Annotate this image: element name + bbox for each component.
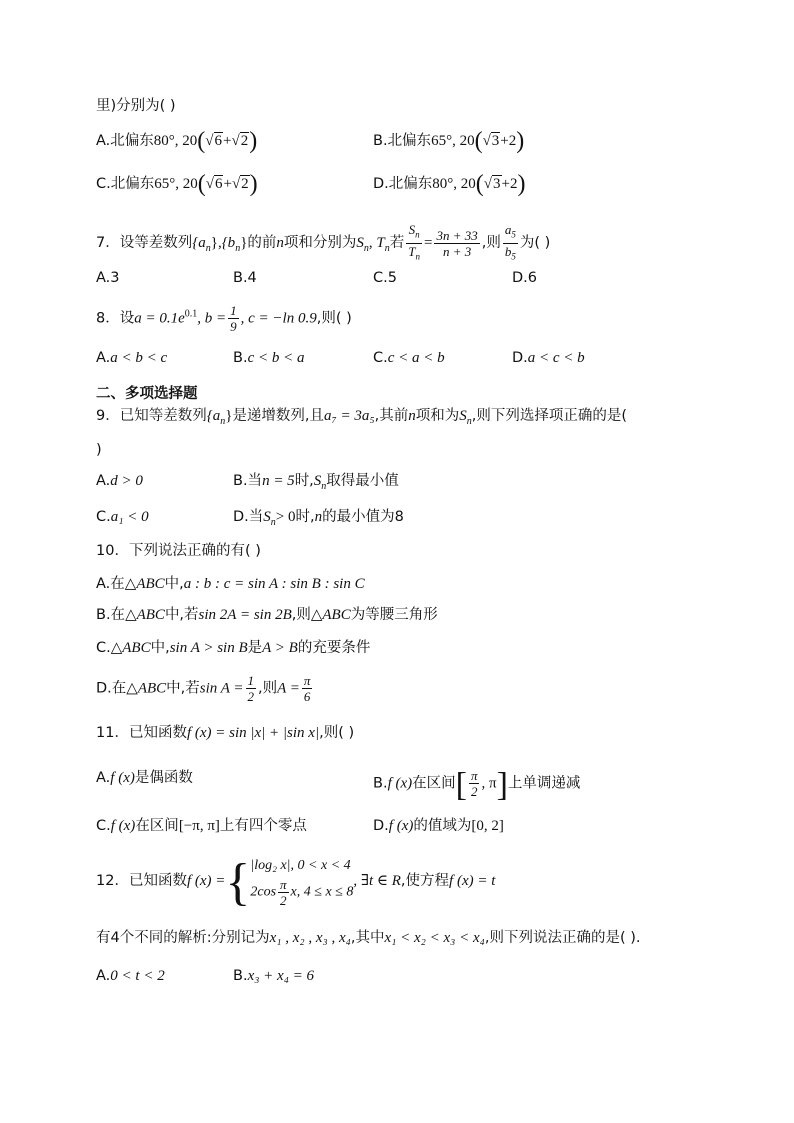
q8-option-a[interactable] [96,348,167,368]
q12-piecewise [250,855,353,908]
q10-option-d[interactable] [96,673,314,704]
q10-c-tri: △ABC [110,640,151,656]
q12-exists: , ∃t ∈ R [353,873,401,889]
q7-frac-ab: $\frac{a_5}{b_5}$ [504,222,516,262]
q9-b-t2: 取得最小值 [326,473,399,489]
q10-d-tri: △ABC [126,680,167,697]
q11-b-frac: $\frac{\pi}{2}$ [470,768,478,799]
section-heading-multiple-choice: 二、多项选择题 [96,386,198,402]
q9-text-1: 9．已知等差数列 [96,408,207,424]
q10-c-post: 的充要条件 [297,640,371,656]
q11-d-f: f (x) [388,818,414,834]
q9-text-5: ,则下列选择项正确的是( [471,408,627,424]
q9-text-4: 项和为 [415,408,460,424]
q9-n: n [408,408,416,424]
q6-option-c[interactable]: C.北偏东65°, 20(√6+√2) [96,171,258,197]
q6-a-text: 北偏东 [110,133,154,149]
q11-d-text1: 的值域为 [413,818,472,834]
q6-option-a[interactable]: A.北偏东80°, 20(√6+√2) [96,128,258,154]
q10-d-expr2: A = [277,680,300,697]
q7-stem: 7．设等差数列$\{a_n\},\{b_n\}$的前n项和分别为$S_n$, $T_n$若 $\frac{S_n}{T_n}$ = $\frac{3n + 33}{n + 3}$ ,则 $\frac{a_5}{b_5}$ 为( ) [96,222,550,264]
q6-option-b[interactable]: B.北偏东65°, 20(√3+2) [373,128,525,154]
q9-c-expr: a₁ < 0 [110,509,149,525]
q9-b-expr: n = 5 [262,473,295,489]
q10-b-mid2: ,则 [291,607,311,623]
q12-b-expr: x₃ + x₄ = 6 [247,968,315,984]
q8-d-label: D. [512,350,528,366]
q11-b-label: B. [373,775,388,792]
q9-stem: 9．已知等差数列$\{a_n\}$是递增数列,且a₇ = 3a₅,其前n项和为$S_n$,则下列选择项正确的是( [96,408,627,427]
q12-line2-a: 有4个不同的解析:分别记为 [96,930,270,946]
q12-piece-2b: x, 4 ≤ x ≤ 8 [290,884,354,900]
q11-c-int: [−π, π] [178,818,220,834]
q8-stem [96,303,352,334]
q6-b-deg: 65° [431,133,453,149]
q9-stem-line2: ) [96,442,102,458]
q9-option-a[interactable] [96,471,143,491]
q6-c-text: 北偏东 [110,176,155,192]
q9-cond: a₇ = 3a₅ [324,408,375,424]
q11-option-d[interactable] [373,816,504,836]
q6-b-label: B. [373,133,388,149]
q7-text-3: 项和分别为 [283,235,357,252]
q6-d-deg: 80° [432,176,454,192]
q7-option-b[interactable]: B.4 [233,270,257,286]
q10-a-pre: A.在 [96,576,125,592]
q8-c-label: C. [373,350,388,366]
q9-Sn: S [459,408,467,424]
q6-b-tail: +2 [500,133,517,149]
q8-expr-c: , c = −ln 0.9 [240,310,317,327]
q10-c-mid: 中, [150,640,170,656]
q9-b-Sn: S [313,473,322,489]
q11-option-a[interactable] [96,768,193,788]
q8-number: 8． [96,310,120,327]
q10-b-mid: 中,若 [164,607,199,623]
q11-text-2: ,则( ) [319,725,355,741]
q6-a-plus: + [223,133,232,149]
q9-a-expr: d > 0 [110,473,143,489]
q10-d-pre: D.在 [96,680,127,697]
q8-c-expr: c < a < b [387,350,445,366]
q6-b-text: 北偏东 [387,133,432,149]
q12-eq: f (x) = t [449,873,496,889]
q11-b-text2: 上单调递减 [507,775,581,792]
q8-option-b[interactable] [233,348,304,368]
q10-c-expr2: A > B [262,640,298,656]
q11-c-label: C. [96,818,111,834]
q6-c-s1: 6 [214,176,223,192]
q10-c-pre: C. [96,640,111,656]
q10-d-frac2: $\frac{\pi}{6}$ [303,673,311,704]
q10-a-tri: △ABC [124,576,165,592]
q9-text-3: ,其前 [374,408,409,424]
q9-d-n: n [314,509,323,525]
q8-option-c[interactable] [373,348,445,368]
q9-d-t3: 的最小值为8 [322,509,404,525]
q12-func: f (x) = [186,873,226,889]
q11-c-f: f (x) [110,818,136,834]
q6-a-coef: 20 [182,133,198,149]
q11-b-text1: 在区间 [412,775,456,792]
q8-option-d[interactable] [512,348,585,368]
q6-d-s1: 3 [493,176,501,192]
q12-piece-frac: $\frac{\pi}{2}$ [280,876,287,908]
q9-seq: {a [206,408,221,424]
q8-a-expr: a < b < c [110,350,168,366]
q6-c-coef: 20 [182,176,198,192]
q8-b-expr: c < b < a [247,350,305,366]
q9-c-label: C. [96,509,111,525]
q9-b-label: B.当 [233,473,263,489]
q12-a-label: A. [96,968,111,984]
q11-stem [96,723,354,743]
q10-b-expr: sin 2A = sin 2B [198,607,292,623]
q11-option-c[interactable] [96,816,307,836]
q8-a-label: A. [96,350,111,366]
q6-a-deg: 80° [153,133,175,149]
q10-b-pre: B.在 [96,607,126,623]
q12-text-1: 12．已知函数 [96,873,187,889]
q7-text-2: 的前 [247,235,277,252]
q9-text-2: 是递增数列,且 [232,408,325,424]
q6-b-coef: 20 [459,133,475,149]
q11-a-text: 是偶函数 [134,770,193,786]
q11-text-1: 11．已知函数 [96,725,187,741]
q11-a-label: A. [96,770,111,786]
q12-xs: x₁ , x₂ , x₃ , x₄ [269,930,351,946]
q11-d-int: [0, 2] [471,818,504,834]
q6-b-s1: 3 [491,133,500,149]
q11-func: f (x) = sin |x| + |sin x| [186,725,320,741]
q12-option-b[interactable] [233,966,314,986]
q9-d-t2: 时, [295,509,315,525]
q6-d-tail: +2 [501,176,518,192]
q7-option-a[interactable]: A.3 [96,270,120,286]
q6-a-s1: 6 [214,133,223,149]
q7-eq: = [423,235,433,252]
q12-a-expr: 0 < t < 2 [110,968,165,984]
q9-d-S: S [263,509,271,525]
q10-c-mid2: 是 [247,640,263,656]
q8-frac: $\frac{1}{9}$ [230,303,237,334]
q12-stem-line2 [96,928,640,948]
q9-option-c[interactable] [96,507,149,527]
q11-d-label: D. [373,818,389,834]
q10-c-expr1: sin A > sin B [169,640,248,656]
q9-b-t: 时, [294,473,314,489]
q8-expr-b: , b = [197,310,227,327]
q10-b-tri: △ABC [125,607,165,623]
q11-c-text1: 在区间 [135,818,179,834]
q6-c-deg: 65° [154,176,176,192]
q12-option-a[interactable] [96,966,165,986]
q7-option-c[interactable]: C.5 [373,270,397,286]
q8-b-label: B. [233,350,248,366]
q8-d-expr: a < c < b [527,350,585,366]
q10-option-c[interactable] [96,638,370,658]
q6-a-s2: 2 [240,133,249,149]
q11-option-b[interactable]: B.f (x)在区间[ $\frac{\pi}{2}$ , π]上单调递减 [373,766,581,804]
q6-c-s2: 2 [241,176,249,192]
q11-c-text2: 上有四个零点 [219,818,307,834]
q7-seq-a: {a [192,235,206,252]
q10-b-post: 为等腰三角形 [350,607,438,623]
q12-b-label: B. [233,968,248,984]
q7-number: 7． [96,235,120,252]
q8-expr-a: a = 0.1e [134,310,185,327]
q6-tail: 里)分别为( ) [96,98,176,114]
q10-a-expr: a : b : c = sin A : sin B : sin C [183,576,365,592]
q11-a-f: f (x) [110,770,135,786]
q7-text-5: ,则 [481,235,501,252]
q6-d-label: D. [373,176,389,192]
q12-line2-b: ,其中 [350,930,385,946]
q9-d-label: D.当 [233,509,264,525]
q10-d-mid2: ,则 [258,680,278,697]
q10-d-frac1: $\frac{1}{2}$ [247,673,255,704]
q6-c-plus: + [223,176,232,192]
q7-S: S [356,235,364,252]
q10-a-mid: 中, [164,576,184,592]
q7-frac-ratio: $\frac{3n + 33}{n + 3}$ [436,227,478,259]
q9-option-d[interactable]: D.当$S_n> 0$时,n的最小值为8 [233,509,404,528]
q6-c-label: C. [96,176,111,192]
q7-seq-b: {b [221,235,236,252]
q12-piece-1: |log₂ x|, 0 < x < 4 [250,857,351,873]
q12-line2-c: ,则下列说法正确的是( ). [484,930,641,946]
q8-text-1: 设 [119,310,135,327]
q6-d-coef: 20 [460,176,476,192]
q6-a-label: A. [96,133,111,149]
q7-option-d[interactable]: D.6 [512,270,537,286]
q7-text-6: 为( ) [519,235,551,252]
q12-text-2: ,使方程 [400,873,450,889]
q9-d-t: > 0 [275,509,296,525]
q10-option-b[interactable] [96,605,438,625]
q7-text-4: 若 [389,235,405,252]
q12-stem: 12．已知函数f (x) ={ |log₂ x|, 0 < x < 4 2cos $\frac{\pi}{2}$ x, 4 ≤ x ≤ 8 , ∃t ∈ R,使方程f (x) = t [96,854,496,911]
q11-b-pi: , π [481,775,497,792]
q7-text-1: 设等差数列 [119,235,193,252]
q10-b-tri2: △ABC [310,607,351,623]
q10-option-a[interactable] [96,574,365,594]
q12-order: x₁ < x₂ < x₃ < x₄ [384,930,485,946]
q7-frac-ST: $\frac{S_n}{T_n}$ [408,222,420,262]
q7-n: n [276,235,284,252]
q6-d-text: 北偏东 [388,176,433,192]
q9-option-b[interactable]: B.当n = 5时$,S_n$取得最小值 [233,473,399,492]
q12-piece-2a: 2cos [250,884,277,900]
q8-text-2: ,则( ) [316,310,352,327]
q10-stem: 10．下列说法正确的有( ) [96,543,261,559]
q6-option-d[interactable]: D.北偏东80°, 20(√3+2) [373,171,526,197]
q11-b-f: f (x) [387,775,413,792]
q10-d-mid: 中,若 [166,680,200,697]
q8-exp: 0.1 [184,308,198,320]
q9-a-label: A. [96,473,111,489]
q10-d-expr: sin A = [199,680,244,697]
